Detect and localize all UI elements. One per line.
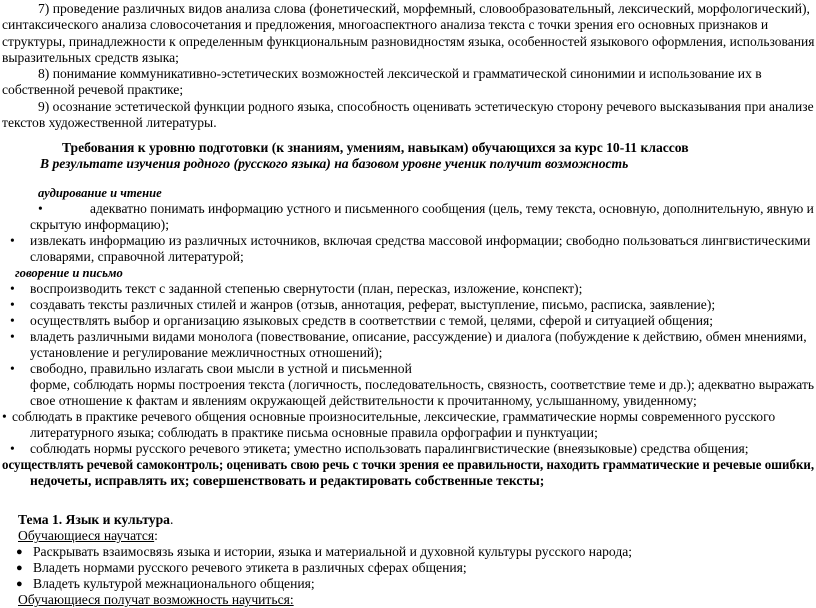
- p7-line-2: синтаксического анализа словосочетания и предложения, многоаспектного анализа текста с точки зрения его основных признаков и: [2, 17, 769, 32]
- bullet-icon: •: [10, 313, 15, 328]
- requirements-subtitle: В результате изучения родного (русского языка) на базовом уровне ученик получит возможность: [40, 156, 629, 171]
- requirements-title: Требования к уровню подготовки (к знаниям, умениям, навыкам) обучающихся за курс 10-11 классов: [62, 140, 689, 155]
- topic-title: Тема 1. Язык и культура: [18, 512, 170, 527]
- p7-line-3: структуры, принадлежности к определенным функциональным разновидностям языка, особенностей языкового оформления, использования: [2, 34, 815, 49]
- listening-item-1-line-2: скрытую информацию);: [30, 217, 169, 232]
- bullet-icon: •: [10, 281, 15, 296]
- bullet-icon: ●: [16, 578, 23, 590]
- topic-title-dot: .: [169, 512, 174, 527]
- speaking-item-4-line-1: владеть различными видами монолога (повествование, описание, рассуждение) и диалога (побуждение к действию, обмен мнениями,: [30, 329, 807, 344]
- bullet-icon: •: [10, 361, 15, 376]
- learn-heading-colon: :: [154, 528, 158, 543]
- bullet-icon: •: [10, 297, 15, 312]
- speaking-item-6-line-2: литературного языка; соблюдать в практике письма основные правила орфографии и пунктуации;: [30, 425, 598, 440]
- p8-line-2: собственной речевой практике;: [2, 82, 184, 97]
- listening-heading: аудирование и чтение: [38, 186, 162, 200]
- speaking-item-1: воспроизводить текст с заданной степенью свернутости (план, пересказ, изложение, конспект);: [30, 281, 583, 296]
- speaking-item-7: соблюдать нормы русского речевого этикета; уместно использовать паралингвистические (внеязыковые) средства общения;: [30, 441, 749, 456]
- speaking-item-6-line-1: соблюдать в практике речевого общения основные произносительные, лексические, грамматические нормы современного русского: [12, 409, 776, 424]
- self-control-line-2: недочеты, исправлять их; совершенствовать и редактировать собственные тексты;: [30, 473, 545, 488]
- speaking-item-5-line-2: форме, соблюдать нормы построения текста (логичность, последовательность, связность, соответствие теме и др.); адекватно выражать: [30, 377, 815, 392]
- learn-item-3: Владеть культурой межнационального общения;: [33, 576, 315, 591]
- p7-line-1: 7) проведение различных видов анализа слова (фонетический, морфемный, словообразовательный, лексический, морфологический),: [38, 1, 810, 16]
- listening-item-1-line-1: адекватно понимать информацию устного и письменного сообщения (цель, тему текста, основную, дополнительную, явную и: [90, 201, 814, 216]
- learn-heading: Обучающиеся научатся: [18, 528, 155, 543]
- p8-line-1: 8) понимание коммуникативно-эстетических возможностей лексической и грамматической синонимии и использование их в: [38, 66, 762, 81]
- learn-heading-line: [18, 528, 158, 544]
- speaking-heading: говорение и письмо: [15, 266, 123, 280]
- bullet-icon: •: [10, 233, 15, 248]
- speaking-item-5-line-3: свое отношение к фактам и явлениям окружающей действительности к прочитанному, услышанному, увиденному;: [30, 393, 697, 408]
- learn-item-1: Раскрывать взаимосвязь языка и истории, языка и материальной и духовной культуры русского народа;: [33, 544, 633, 559]
- bullet-icon: •: [2, 409, 7, 424]
- bullet-icon: •: [10, 441, 15, 456]
- listening-item-2-line-2: словарями, справочной литературой;: [30, 249, 244, 264]
- speaking-item-5-line-1: свободно, правильно излагать свои мысли в устной и письменной: [30, 361, 412, 376]
- speaking-item-3: осуществлять выбор и организацию языковых средств в соответствии с темой, целями, сферой и ситуацией общения;: [30, 313, 714, 328]
- opportunity-heading: Обучающиеся получат возможность научиться:: [18, 592, 294, 607]
- bullet-icon: •: [10, 329, 15, 344]
- bullet-icon: •: [38, 201, 43, 216]
- p9-line-1: 9) осознание эстетической функции родного языка, способность оценивать эстетическую сторону речевого высказывания при анализе: [38, 99, 814, 114]
- bullet-icon: ●: [16, 546, 23, 558]
- topic-title-line: [18, 512, 173, 528]
- learn-item-2: Владеть нормами русского речевого этикета в различных сферах общения;: [33, 560, 467, 575]
- p7-line-4: выразительных средств языка;: [2, 50, 179, 65]
- speaking-item-4-line-2: установление и регулирование межличностных отношений);: [30, 345, 383, 360]
- self-control-line-1: осуществлять речевой самоконтроль; оценивать свою речь с точки зрения ее правильности, находить грамматические и речевые ошибки,: [2, 457, 815, 472]
- bullet-icon: ●: [16, 562, 23, 574]
- p9-line-2: текстов художественной литературы.: [2, 115, 217, 130]
- speaking-item-2: создавать тексты различных стилей и жанров (отзыв, аннотация, реферат, выступление, письмо, расписка, заявление);: [30, 297, 716, 312]
- listening-item-2-line-1: извлекать информацию из различных источников, включая средства массовой информации; свободно пользоваться лингвистическими: [30, 233, 811, 248]
